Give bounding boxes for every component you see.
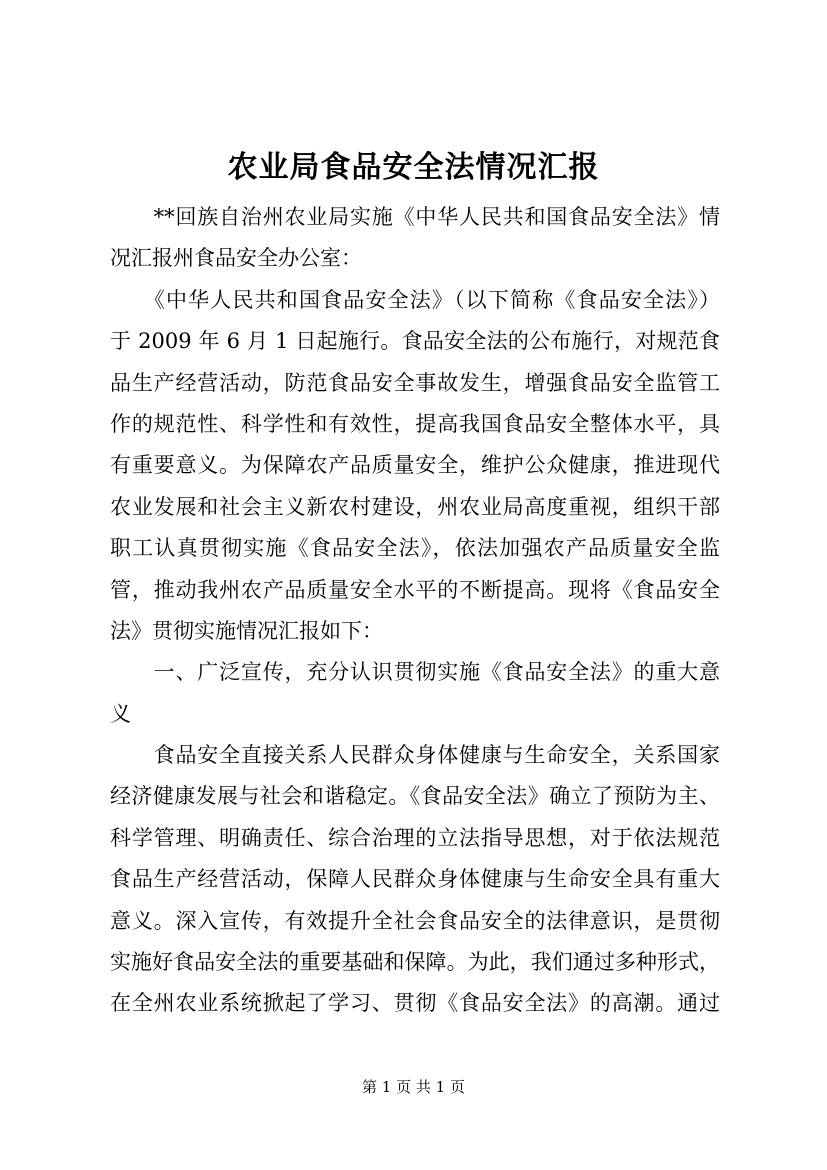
body-line: **回族自治州农业局实施《中华人民共和国食品安全法》情 bbox=[110, 205, 720, 229]
body-line: 管，推动我州农产品质量安全水平的不断提高。现将《食品安全 bbox=[110, 577, 720, 602]
body-line: 《中华人民共和国食品安全法》（以下简称《食品安全法》） bbox=[110, 287, 720, 312]
body-line: 农业发展和社会主义新农村建设，州农业局高度重视，组织干部 bbox=[110, 494, 720, 519]
body-line: 科学管理、明确责任、综合治理的立法指导思想，对于依法规范 bbox=[110, 825, 720, 850]
body-line: 经济健康发展与社会和谐稳定。《食品安全法》确立了预防为主、 bbox=[110, 784, 720, 809]
body-line: 于 2009 年 6 月 1 日起施行。食品安全法的公布施行，对规范食 bbox=[110, 329, 720, 354]
body-line: 义 bbox=[110, 701, 131, 726]
body-line: 一、广泛宣传，充分认识贯彻实施《食品安全法》的重大意 bbox=[110, 660, 720, 685]
body-line: 在全州农业系统掀起了学习、贯彻《食品安全法》的高潮。通过 bbox=[110, 991, 720, 1016]
body-line: 实施好食品安全法的重要基础和保障。为此，我们通过多种形式， bbox=[110, 950, 720, 975]
document-body bbox=[110, 197, 720, 1025]
body-line: 品生产经营活动，防范食品安全事故发生，增强食品安全监管工 bbox=[110, 370, 720, 395]
body-line: 况汇报州食品安全办公室： bbox=[110, 246, 362, 271]
body-line: 有重要意义。为保障农产品质量安全，维护公众健康，推进现代 bbox=[110, 453, 720, 478]
body-line: 作的规范性、科学性和有效性，提高我国食品安全整体水平，具 bbox=[110, 411, 720, 436]
document-title: 农业局食品安全法情况汇报 bbox=[227, 150, 600, 185]
body-line: 意义。深入宣传，有效提升全社会食品安全的法律意识，是贯彻 bbox=[110, 908, 720, 933]
body-line: 职工认真贯彻实施《食品安全法》，依法加强农产品质量安全监 bbox=[110, 536, 720, 561]
page-footer: 第 1 页 共 1 页 bbox=[362, 1078, 465, 1096]
body-line: 法》贯彻实施情况汇报如下： bbox=[110, 618, 383, 643]
body-line: 食品生产经营活动，保障人民群众身体健康与生命安全具有重大 bbox=[110, 867, 720, 892]
body-line: 食品安全直接关系人民群众身体健康与生命安全，关系国家 bbox=[110, 743, 720, 768]
